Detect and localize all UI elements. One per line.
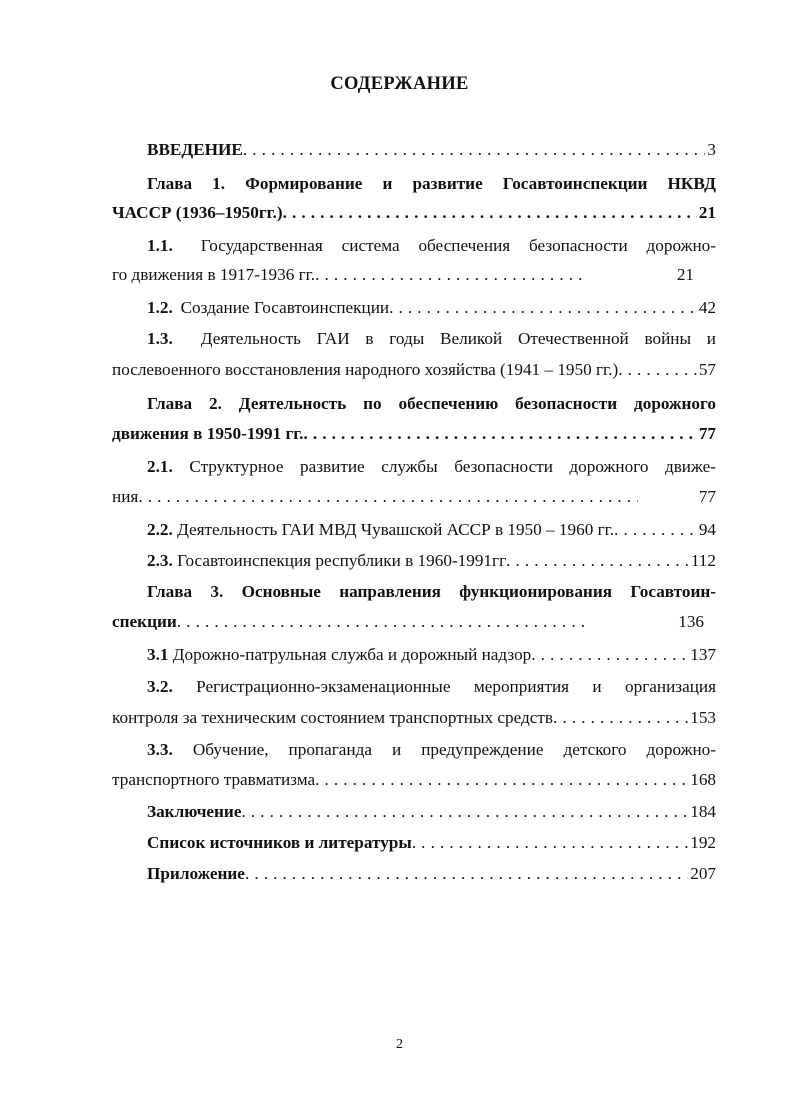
dot-leader <box>389 295 697 321</box>
toc-page-number: 207 <box>690 864 716 883</box>
toc-page-number: 192 <box>690 833 716 852</box>
dot-leader <box>618 357 697 383</box>
section-number: 2.3. <box>147 551 173 570</box>
toc-section-2-1-line2 <box>112 484 716 510</box>
toc-label: ВВЕДЕНИЕ <box>147 140 243 159</box>
toc-chapter-2-title-line2 <box>112 421 716 447</box>
dot-leader <box>412 830 688 856</box>
toc-label: Заключение <box>147 802 242 821</box>
toc-label: Создание Госавтоинспекции <box>180 298 390 317</box>
section-number: 3.3. <box>147 740 173 759</box>
toc-entry-appendix <box>147 861 716 887</box>
toc-section-1-3-line1 <box>147 326 716 352</box>
dot-leader <box>553 705 688 731</box>
dot-leader <box>283 200 697 226</box>
toc-section-3-3-line1 <box>147 737 716 763</box>
toc-section-1-3-line2 <box>112 357 716 383</box>
toc-page-number: 57 <box>698 360 716 379</box>
section-title: Структурное развитие службы безопасности дорожного движе- <box>189 457 716 476</box>
toc-page-number: 77 <box>698 424 716 443</box>
toc-chapter-3-title-line2 <box>112 609 716 635</box>
dot-leader <box>243 137 706 163</box>
section-number: 2.2. <box>147 520 173 539</box>
section-number: 1.3. <box>147 329 173 348</box>
toc-entry-conclusion <box>147 799 716 825</box>
dot-leader <box>245 861 688 887</box>
toc-page-number: 21 <box>676 265 694 284</box>
section-title: Регистрационно-экзаменационные мероприятия и организация <box>196 677 716 696</box>
section-number: 3.1 <box>147 645 169 664</box>
toc-chapter-1-title-line2 <box>112 200 716 226</box>
toc-page-number: 184 <box>690 802 716 821</box>
toc-label: движения в 1950-1991 гг. <box>112 424 304 443</box>
section-number: 2.1. <box>147 457 173 476</box>
toc-section-1-2 <box>147 295 716 321</box>
toc-label: Дорожно-патрульная служба и дорожный надзор <box>172 645 532 664</box>
page-number: 2 <box>396 1037 403 1052</box>
toc-section-3-2-line1 <box>147 674 716 700</box>
toc-label: ЧАССР (1936–1950гг.) <box>112 203 283 222</box>
toc-label: послевоенного восстановления народного хозяйства (1941 – 1950 гг.) <box>112 360 619 379</box>
toc-section-3-3-line2 <box>112 767 716 793</box>
toc-section-3-2-line2 <box>112 705 716 731</box>
dot-leader <box>177 609 585 635</box>
dot-leader <box>531 642 688 668</box>
toc-label: спекции <box>112 612 177 631</box>
dot-leader <box>315 262 587 288</box>
toc-page-number: 21 <box>698 203 716 222</box>
toc-section-1-1-line1 <box>147 233 716 259</box>
toc-label: Деятельность ГАИ МВД Чувашской АССР в 1950 – 1960 гг. <box>177 520 615 539</box>
toc-page-number: 112 <box>690 551 716 570</box>
section-title: Обучение, пропаганда и предупреждение детского дорожно- <box>192 740 716 759</box>
dot-leader <box>303 421 696 447</box>
toc-page-number: 94 <box>698 520 716 539</box>
section-number: 1.2. <box>147 298 173 317</box>
toc-entry-sources <box>147 830 716 856</box>
section-title: Деятельность ГАИ в годы Великой Отечественной войны и <box>200 329 716 348</box>
toc-label: Госавтоинспекция республики в 1960-1991гг <box>177 551 507 570</box>
toc-page-number: 42 <box>698 298 716 317</box>
toc-page-number: 168 <box>690 770 716 789</box>
toc-section-2-2 <box>147 517 716 543</box>
toc-page-number: 153 <box>690 708 716 727</box>
toc-entry-introduction <box>147 137 716 163</box>
toc-label: Приложение <box>147 864 245 883</box>
toc-page-number: 77 <box>698 487 716 506</box>
toc-section-3-1 <box>147 642 716 668</box>
section-number: 3.2. <box>147 677 173 696</box>
toc-section-2-1-line1 <box>147 454 716 480</box>
toc-page-number: 137 <box>690 645 716 664</box>
page-title: СОДЕРЖАНИЕ <box>330 74 469 94</box>
toc-chapter-3-title-line1: Глава 3. Основные направления функционирования Госавтоин- <box>147 582 716 601</box>
toc-label: го движения в 1917-1936 гг. <box>112 265 316 284</box>
toc-page-number: 136 <box>678 612 704 631</box>
dot-leader <box>506 548 689 574</box>
dot-leader <box>138 484 638 510</box>
dot-leader <box>241 799 688 825</box>
toc-chapter-1-title-line1: Глава 1. Формирование и развитие Госавтоинспекции НКВД <box>147 174 716 193</box>
dot-leader <box>614 517 697 543</box>
section-title: Государственная система обеспечения безопасности дорожно- <box>200 236 716 255</box>
toc-label: транспортного травматизма <box>112 770 316 789</box>
section-number: 1.1. <box>147 236 173 255</box>
toc-section-1-1-line2 <box>112 262 716 288</box>
toc-page-number: 3 <box>707 140 716 159</box>
toc-label: ния <box>112 487 139 506</box>
toc-section-2-3 <box>147 548 716 574</box>
toc-chapter-2-title-line1: Глава 2. Деятельность по обеспечению безопасности дорожного <box>147 394 716 413</box>
toc-label: контроля за техническим состоянием транспортных средств <box>112 708 554 727</box>
dot-leader <box>315 767 688 793</box>
toc-label: Список источников и литературы <box>147 833 412 852</box>
